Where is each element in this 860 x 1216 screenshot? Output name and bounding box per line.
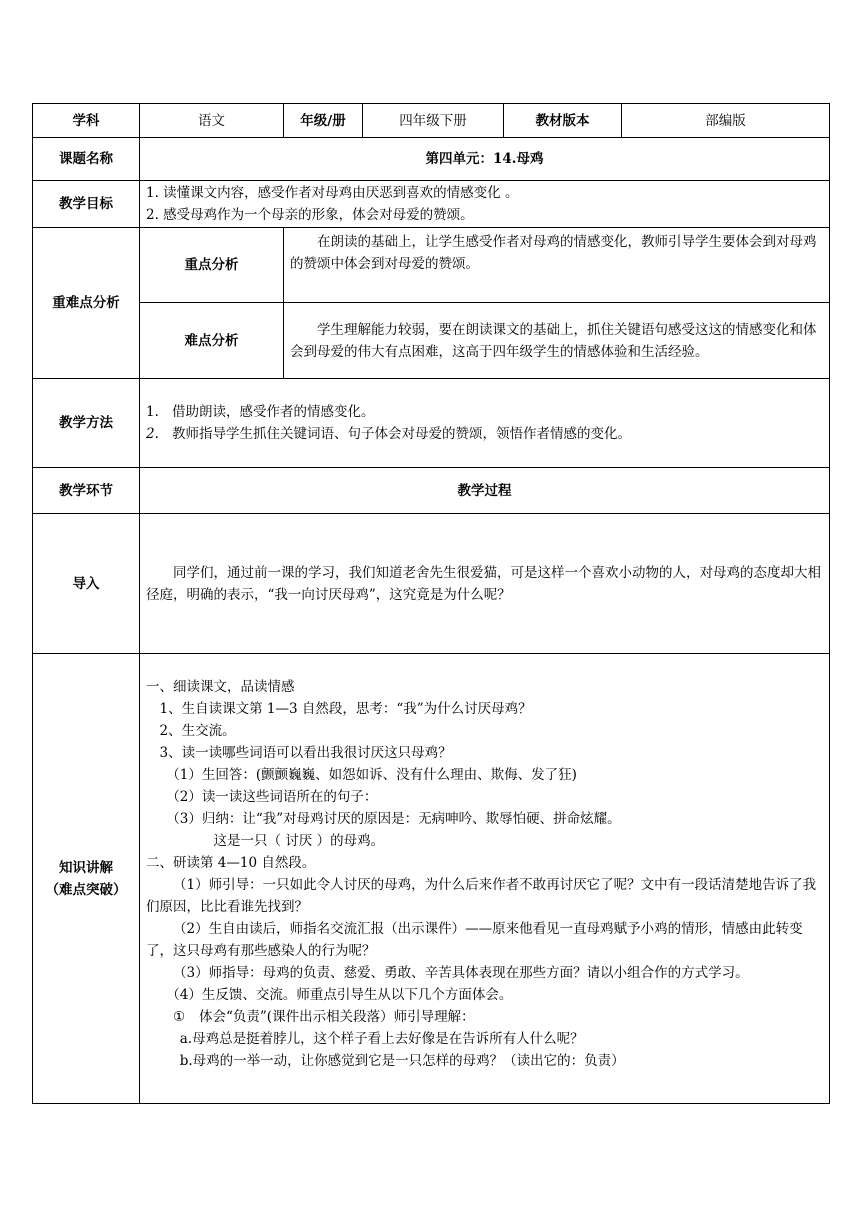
knowledge-line: b.母鸡的一举一动，让你感觉到它是一只怎样的母鸡？（读出它的：负责）	[179, 1053, 625, 1069]
goals-row	[33, 181, 830, 228]
hard-analysis-text: 学生理解能力较弱，要在朗读课文的基础上，抓住关键语句感受这这的情感变化和体会到母爱的伟大有点困难，这高于四年级学生的情感体验和生活经验。	[284, 303, 830, 379]
knowledge-line: 二、研读第 4—10 自然段。	[146, 855, 316, 871]
knowledge-line: ① 体会“负责”(课件出示相关段落）师引导理解：	[146, 1006, 823, 1028]
methods-label: 教学方法	[33, 379, 140, 468]
subject-label: 学科	[33, 104, 140, 138]
subject-value: 语文	[140, 104, 284, 138]
process-title: 教学过程	[140, 468, 830, 514]
process-stage-label: 教学环节	[33, 468, 140, 514]
intro-row	[33, 514, 830, 654]
knowledge-content	[140, 654, 830, 1104]
knowledge-line: （3）归纳：让“我”对母鸡讨厌的原因是：无病呻吟、欺辱怕硬、拼命炫耀。	[166, 811, 621, 827]
knowledge-line: （2）读一读这些词语所在的句子：	[166, 789, 378, 805]
grade-label: 年级/册	[284, 104, 363, 138]
knowledge-line: （4）生反馈、交流。师重点引导生从以下几个方面体会。	[166, 987, 513, 1003]
knowledge-label: 知识讲解 （难点突破）	[33, 654, 140, 1104]
header-row	[33, 104, 830, 138]
goal-item: 1. 读懂课文内容，感受作者对母鸡由厌恶到喜欢的情感变化 。	[146, 185, 519, 201]
knowledge-row	[33, 654, 830, 1104]
goals-content	[140, 181, 830, 228]
goal-item: 2. 感受母鸡作为一个母亲的形象，体会对母爱的赞颂。	[146, 207, 474, 223]
circled-number: ①	[173, 1009, 186, 1025]
goals-label: 教学目标	[33, 181, 140, 228]
knowledge-line: a.母鸡总是挺着脖儿，这个样子看上去好像是在告诉所有人什么呢？	[179, 1031, 584, 1047]
intro-text: 同学们，通过前一课的学习，我们知道老舍先生很爱猫，可是这样一个喜欢小动物的人，对母鸡的态度却大相径庭，明确的表示，“我一向讨厌母鸡”，这究竟是为什么呢？	[140, 514, 830, 654]
knowledge-line: 2、生交流。	[159, 723, 236, 739]
methods-row	[33, 379, 830, 468]
key-analysis-label: 重点分析	[140, 228, 284, 303]
knowledge-line: 这是一只（ 讨厌 ）的母鸡。	[213, 833, 385, 849]
analysis-label: 重难点分析	[33, 228, 140, 379]
intro-label: 导入	[33, 514, 140, 654]
lesson-plan-table	[32, 103, 830, 1104]
knowledge-line: 1、生自读课文第 1—3 自然段，思考：“我”为什么讨厌母鸡？	[159, 701, 532, 717]
hard-analysis-label: 难点分析	[140, 303, 284, 379]
key-analysis-text: 在朗读的基础上，让学生感受作者对母鸡的情感变化，教师引导学生要体会到对母鸡的赞颂中体会到对母爱的赞颂。	[284, 228, 830, 303]
lesson-label: 课题名称	[33, 138, 140, 181]
method-item: 1. 借助朗读，感受作者的情感变化。	[146, 404, 375, 420]
hard-analysis-row	[33, 303, 830, 379]
knowledge-line: （1）师引导：一只如此令人讨厌的母鸡，为什么后来作者不敢再讨厌它了呢？文中有一段话清楚地告诉了我们原因，比比看谁先找到？	[146, 877, 817, 915]
lesson-plan-page	[32, 103, 829, 1104]
process-header-row	[33, 468, 830, 514]
knowledge-line: （1）生回答：(颤颤巍巍、如怨如诉、没有什么理由、欺侮、发了狂)	[166, 767, 577, 783]
method-item: 2. 教师指导学生抓住关键词语、句子体会对母爱的赞颂，领悟作者情感的变化。	[146, 426, 631, 442]
key-analysis-row	[33, 228, 830, 303]
methods-content	[140, 379, 830, 468]
lesson-title: 第四单元：14.母鸡	[140, 138, 830, 181]
knowledge-line: （3）师指导：母鸡的负责、慈爱、勇敢、辛苦具体表现在那些方面？请以小组合作的方式学习。	[173, 965, 749, 981]
edition-label: 教材版本	[504, 104, 622, 138]
lesson-row	[33, 138, 830, 181]
knowledge-line: 3、读一读哪些词语可以看出我很讨厌这只母鸡？	[159, 745, 452, 761]
knowledge-line: 一、细读课文，品读情感	[146, 679, 295, 695]
grade-value: 四年级下册	[363, 104, 504, 138]
edition-value: 部编版	[622, 104, 830, 138]
knowledge-line: （2）生自由读后，师指名交流汇报（出示课件）——原来他看见一直母鸡赋予小鸡的情形，情感由此转变了，这只母鸡有那些感染人的行为呢？	[146, 921, 803, 959]
